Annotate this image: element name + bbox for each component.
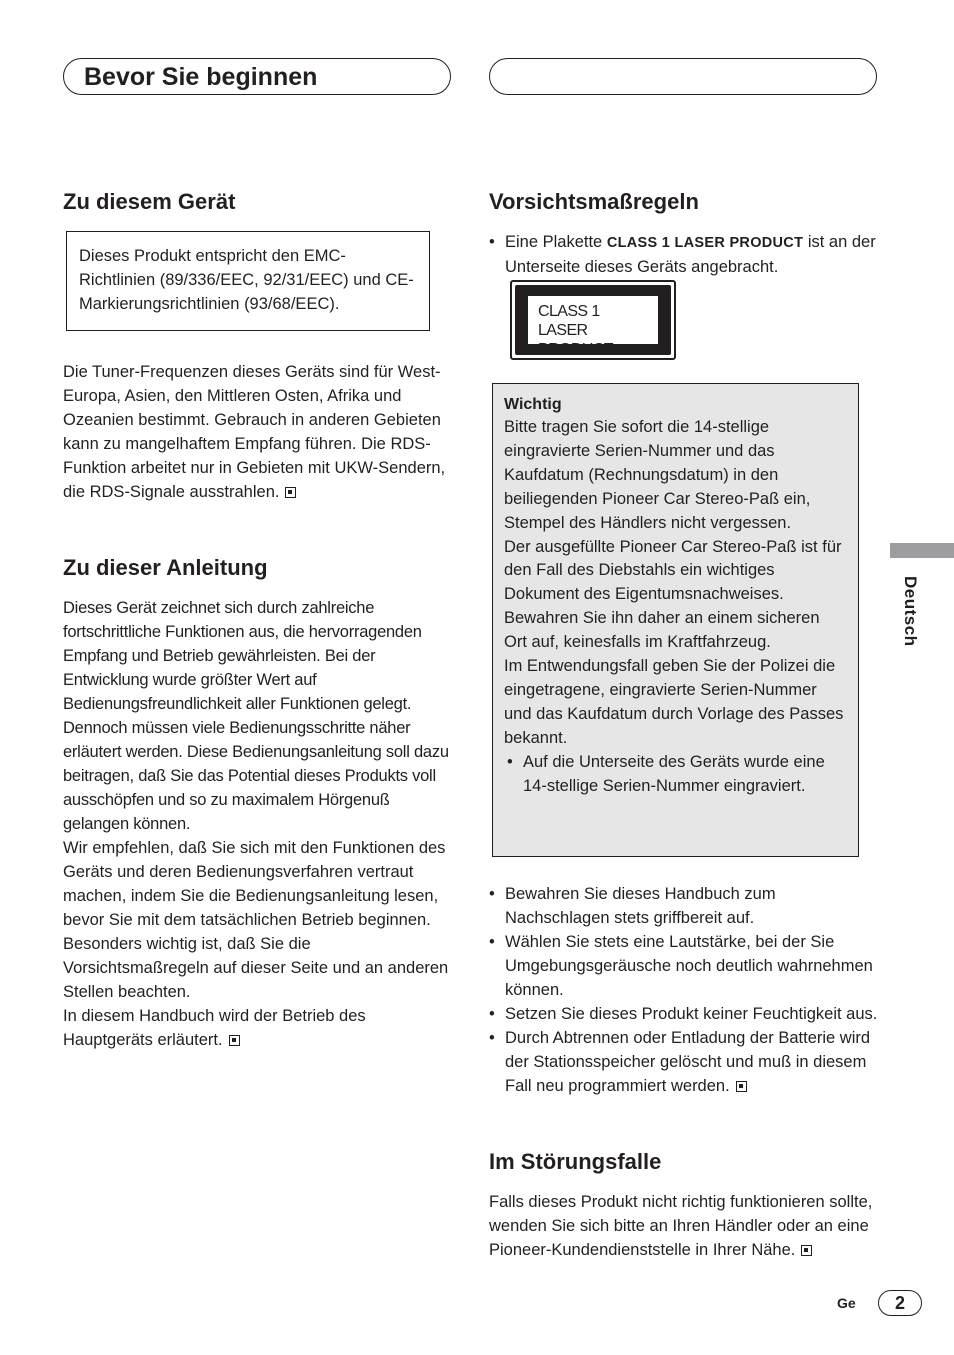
laser-label-line1: CLASS 1 [538,303,600,320]
end-mark-icon [285,487,296,498]
heading-vorsichtsmassregeln: Vorsichtsmaßregeln [489,189,699,214]
list-item: • Bewahren Sie dieses Handbuch zum Nachschlagen stets griffbereit auf. [489,882,879,930]
footer-language-code: Ge [837,1295,856,1311]
wichtig-box [492,383,859,857]
list-item: • Durch Abtrennen oder Entladung der Batterie wird der Stationsspeicher gelöscht und muß in diesem Fall neu programmiert werden. [489,1026,879,1098]
list-item: • Eine Plakette CLASS 1 LASER PRODUCT ist an der Unterseite dieses Geräts angebracht. [489,230,879,279]
page-number: 2 [878,1290,922,1316]
wichtig-bullet-list [507,751,847,799]
header-title-frame [63,58,451,95]
emc-notice-text: Dieses Produkt entspricht den EMC-Richtlinien (89/336/EEC, 92/31/EEC) und CE-Markierungsrichtlinien (93/68/EEC). [79,247,414,313]
service-paragraph-block [489,1190,879,1262]
manual-paragraph-3: In diesem Handbuch wird der Betrieb des Hauptgeräts erläutert. [63,1007,366,1049]
tuner-paragraph: Die Tuner-Frequenzen dieses Geräts sind für West-Europa, Asien, den Mittleren Osten, Afrika und Ozeanien bestimmt. Gebrauch in anderen Gebieten kann zu mangelhaftem Empfang führen. Die RDS-Funktion arbeitet nur in Gebieten mit UKW-Sendern, die RDS-Signale ausstrahlen. [63,363,446,501]
page-title: Bevor Sie beginnen [84,63,318,91]
emc-notice-box [66,231,430,331]
tuner-paragraph-block [63,360,453,504]
laser-product-label [510,280,676,360]
language-tab-marker [890,543,954,558]
end-mark-icon [801,1245,812,1256]
manual-paragraphs [63,596,453,1052]
wichtig-paragraph-2: Der ausgefüllte Pioneer Car Stereo-Paß ist für den Fall des Diebstahls ein wichtiges Dokument des Eigentumsnachweises. Bewahren Sie ihn daher an einem sicheren Ort auf, keinesfalls im Kraftfahrzeug. [504,537,842,652]
list-item: • Setzen Sie dieses Produkt keiner Feuchtigkeit aus. [489,1002,879,1026]
heading-im-stoerungsfalle: Im Störungsfalle [489,1149,662,1174]
manual-paragraph-2: Wir empfehlen, daß Sie sich mit den Funktionen des Geräts und deren Bedienungsverfahren vertraut machen, indem Sie die Bedienungsanleitung lesen, bevor Sie mit dem tatsächlichen Betrieb beginnen. Besonders wichtig ist, daß Sie die Vorsichtsmaßregeln auf dieser Seite und an anderen Stellen beachten. [63,839,449,1001]
heading-zu-dieser-anleitung: Zu dieser Anleitung [63,555,268,580]
wichtig-paragraph-3: Im Entwendungsfall geben Sie der Polizei die eingetragene, eingravierte Serien-Nummer und das Kaufdatum durch Vorlage des Passes bekannt. [504,657,844,747]
heading-zu-diesem-geraet: Zu diesem Gerät [63,189,236,214]
laser-class-label: CLASS 1 LASER PRODUCT [606,235,804,251]
manual-paragraph-1: Dieses Gerät zeichnet sich durch zahlreiche fortschrittliche Funktionen aus, die hervorragenden Empfang und Betrieb gewährleisten. Bei der Entwicklung wurde größter Wert auf Bedienungsfreundlichkeit aller Funktionen gelegt. Dennoch müssen viele Bedienungsschritte näher erläutert werden. Diese Bedienungsanleitung soll dazu beitragen, daß Sie das Potential dieses Produkts voll ausschöpfen und so zu maximalem Hörgenuß gelangen können. [63,599,449,833]
list-item: • Wählen Sie stets eine Lautstärke, bei der Sie Umgebungsgeräusche noch deutlich wahrnehmen können. [489,930,879,1002]
list-item: • Auf die Unterseite des Geräts wurde eine 14-stellige Serien-Nummer eingraviert. [507,751,847,799]
end-mark-icon [229,1035,240,1046]
laser-label-line2: LASER PRODUCT [538,322,613,358]
wichtig-paragraph-1: Bitte tragen Sie sofort die 14-stellige eingravierte Serien-Nummer und das Kaufdatum (Rechnungsdatum) in den beiliegenden Pioneer Car Stereo-Paß ein, Stempel des Händlers nicht vergessen. [504,418,811,532]
end-mark-icon [736,1081,747,1092]
service-paragraph: Falls dieses Produkt nicht richtig funktionieren sollte, wenden Sie sich bitte an Ihren Händler oder an eine Pioneer-Kundendienststelle in Ihrer Nähe. [489,1193,873,1259]
laser-intro-list [489,230,879,279]
language-tab-label: Deutsch [901,576,920,647]
wichtig-title: Wichtig [504,396,562,413]
header-empty-frame [489,58,877,95]
precautions-list [489,882,879,1098]
